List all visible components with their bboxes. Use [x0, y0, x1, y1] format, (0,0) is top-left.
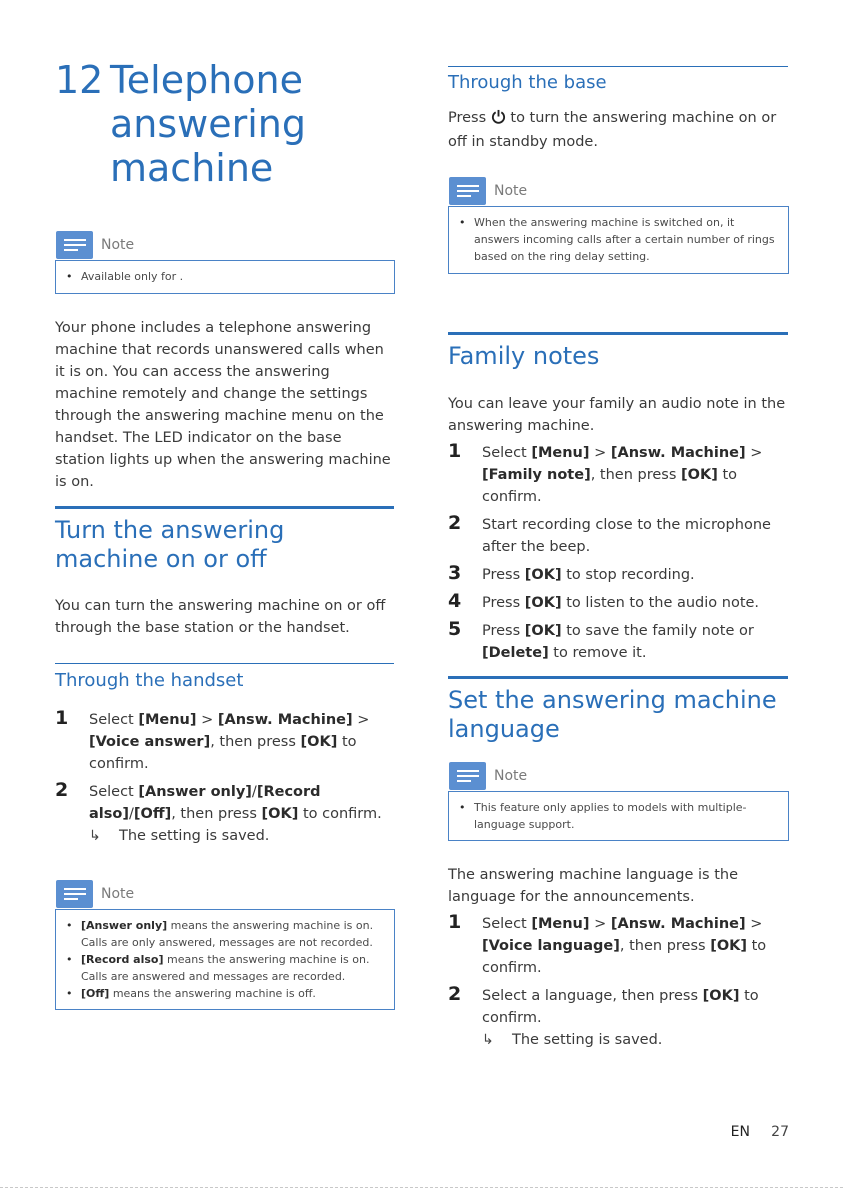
ok-key: [OK]	[524, 595, 562, 611]
steps-list	[448, 913, 790, 1057]
menu-key: [Voice answer]	[89, 734, 211, 750]
step	[448, 592, 790, 614]
intro-paragraph: Your phone includes a telephone answering machine that records unanswered calls when it is on. You can access the answering machine remotely and change the settings through the answering machine menu on the handset. The LED indicator on the base station lights up when the answering machine is on.	[55, 320, 391, 490]
text: /	[251, 784, 257, 800]
text: to confirm.	[298, 806, 382, 822]
note-item: • Available only for .	[64, 268, 384, 285]
note-header	[449, 177, 787, 207]
subsection-rule	[448, 66, 788, 67]
menu-key: [Answ. Machine]	[610, 445, 746, 461]
steps-list	[55, 709, 395, 853]
step	[448, 514, 790, 558]
step-result	[482, 1029, 790, 1051]
menu-key: [Menu]	[138, 712, 197, 728]
family-paragraph: You can leave your family an audio note in the answering machine.	[448, 396, 786, 434]
chapter-title-line: machine	[110, 146, 274, 190]
step-number: 5	[448, 618, 462, 640]
text: Press	[482, 623, 525, 639]
step-number: 2	[55, 779, 69, 801]
text: , then press	[619, 938, 711, 954]
ok-key: [OK]	[524, 567, 562, 583]
page-number: 27	[771, 1124, 789, 1140]
text: Select	[482, 445, 532, 461]
section-title: Set the answering machine language	[448, 686, 777, 743]
text: >	[352, 712, 370, 728]
text: >	[745, 916, 763, 932]
note-item	[64, 985, 384, 1002]
note-item: • This feature only applies to models with multiple-language support.	[457, 799, 778, 833]
menu-key: [Menu]	[531, 916, 590, 932]
step-result	[89, 825, 395, 847]
result-arrow-icon: ↳	[89, 828, 101, 844]
menu-key: [Menu]	[531, 445, 590, 461]
step-number: 3	[448, 562, 462, 584]
menu-key: [Answ. Machine]	[610, 916, 746, 932]
text: >	[589, 445, 611, 461]
menu-key: [Answ. Machine]	[217, 712, 353, 728]
step-number: 1	[55, 707, 69, 729]
text: , then press	[210, 734, 301, 750]
text: to turn the answering machine on or off in standby mode.	[448, 110, 777, 150]
text: to listen to the audio note.	[561, 595, 760, 611]
ok-key: [OK]	[300, 734, 338, 750]
text: Press	[482, 567, 525, 583]
menu-key: [Family note]	[482, 467, 591, 483]
menu-key: [Record also]	[89, 784, 321, 822]
power-icon	[491, 109, 506, 131]
text: to confirm.	[89, 734, 357, 772]
text: Press	[482, 595, 525, 611]
page-divider	[0, 1187, 843, 1188]
note-icon	[449, 762, 486, 790]
step	[448, 564, 790, 586]
note-label: Note	[101, 886, 135, 902]
section-rule	[448, 332, 788, 335]
note-item: • When the answering machine is switched on, it answers incoming calls after a certain number of rings based on the ring delay setting.	[457, 214, 778, 265]
language-paragraph: The answering machine language is the language for the announcements.	[448, 867, 739, 905]
text: Start recording close to the microphone after the beep.	[482, 517, 771, 555]
result-arrow-icon: ↳	[482, 1032, 494, 1048]
note-box	[448, 791, 789, 841]
step-number: 2	[448, 983, 462, 1005]
note-box	[55, 909, 395, 1010]
ok-key: [OK]	[261, 806, 299, 822]
note-label: Note	[494, 768, 528, 784]
note-label: Note	[101, 237, 135, 253]
section-rule	[55, 506, 394, 509]
note-item	[64, 917, 384, 951]
text: >	[589, 916, 611, 932]
menu-key: [Off]	[133, 806, 172, 822]
result-text: The setting is saved.	[119, 828, 270, 844]
menu-key: [Record also]	[81, 953, 164, 966]
text: Select	[482, 916, 532, 932]
note-header	[449, 762, 787, 792]
step	[448, 442, 790, 508]
chapter-title	[110, 58, 370, 190]
subsection-title: Through the handset	[55, 670, 244, 691]
chapter-number: 12	[55, 58, 104, 102]
chapter-title-line: Telephone	[110, 58, 303, 102]
chapter-title-line: answering	[110, 102, 307, 146]
section-title: Turn the answering machine on or off	[55, 516, 285, 573]
step	[448, 985, 790, 1051]
step	[448, 913, 790, 979]
step-number: 2	[448, 512, 462, 534]
menu-key: [Off]	[81, 987, 110, 1000]
menu-key: [Answer only]	[138, 784, 252, 800]
text: /	[128, 806, 134, 822]
note-icon	[56, 231, 93, 259]
note-header	[56, 231, 394, 261]
section-title: Family notes	[448, 342, 600, 370]
note-box	[448, 206, 789, 274]
text: means the answering machine is on. Calls are answered and messages are recorded.	[81, 953, 370, 983]
ok-key: [OK]	[524, 623, 562, 639]
text: to stop recording.	[561, 567, 695, 583]
text: Select	[89, 712, 139, 728]
text: , then press	[590, 467, 682, 483]
subsection-rule	[55, 663, 394, 664]
ok-key: [OK]	[702, 988, 740, 1004]
text: to confirm.	[482, 988, 759, 1026]
section-rule	[448, 676, 788, 679]
step-number: 4	[448, 590, 462, 612]
text: means the answering machine is off.	[109, 987, 316, 1000]
delete-key: [Delete]	[482, 645, 549, 661]
text: to remove it.	[548, 645, 647, 661]
footer-language: EN	[730, 1124, 750, 1140]
note-label: Note	[494, 183, 528, 199]
step	[448, 620, 790, 664]
note-header	[56, 880, 394, 910]
note-item	[64, 951, 384, 985]
text: to confirm.	[482, 938, 767, 976]
text: Select	[89, 784, 139, 800]
steps-list	[448, 442, 790, 670]
text: to confirm.	[482, 467, 738, 505]
step	[55, 709, 395, 775]
text: Select a language, then press	[482, 988, 703, 1004]
step	[55, 781, 395, 847]
text: to save the family note or	[561, 623, 754, 639]
note-icon	[56, 880, 93, 908]
text: means the answering machine is on. Calls are only answered, messages are not recorded.	[81, 919, 374, 949]
menu-key: [Answer only]	[81, 919, 168, 932]
ok-key: [OK]	[681, 467, 718, 483]
note-icon	[449, 177, 486, 205]
section-paragraph: You can turn the answering machine on or off through the base station or the handset.	[55, 598, 386, 636]
result-text: The setting is saved.	[512, 1032, 663, 1048]
menu-key: [Voice language]	[482, 938, 620, 954]
text: Press	[448, 110, 491, 126]
base-paragraph	[448, 107, 788, 153]
subsection-title: Through the base	[448, 72, 607, 93]
text: >	[196, 712, 218, 728]
step-number: 1	[448, 911, 462, 933]
note-box	[55, 260, 395, 294]
ok-key: [OK]	[710, 938, 748, 954]
text: >	[745, 445, 763, 461]
step-number: 1	[448, 440, 462, 462]
text: , then press	[171, 806, 262, 822]
